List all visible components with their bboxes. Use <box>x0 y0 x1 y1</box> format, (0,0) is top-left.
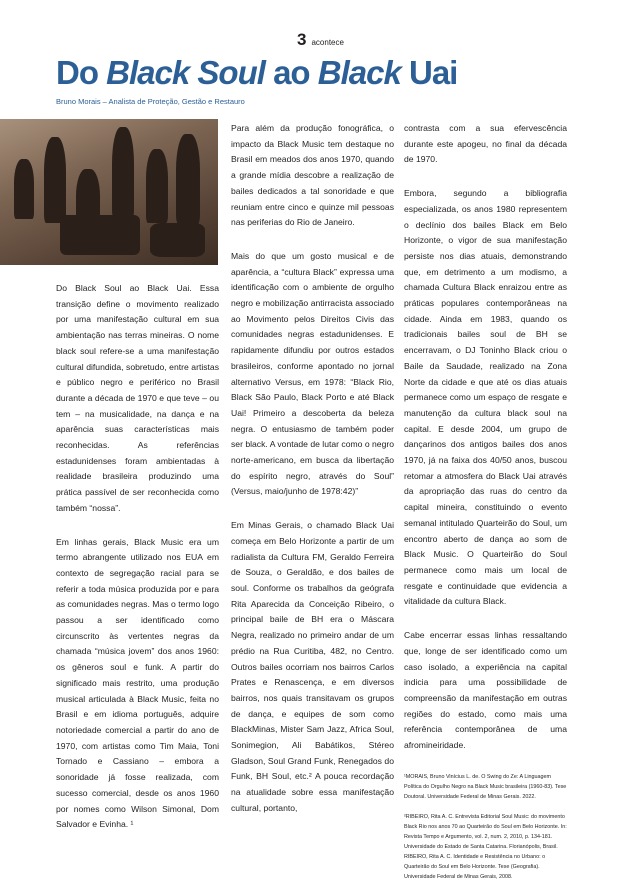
paragraph: Do Black Soul ao Black Uai. Essa transição define o movimento realizado por uma manifestação cultural em sua ambientação nas terras mineiras. O nome black soul refere-se a uma manifestação cultural difundida, sobretudo, entre artistas e público negro e periférico no Brasil durante a década de 1970 e que teve – ou tem – na musicalidade, na dança e na aparência suas características mais reconhecidas. As referências estadunidenses foram ambientadas à realidade brasileira produzindo uma prática passível de ser reconhecida como também “nossa”. <box>56 283 219 513</box>
title-part-italic: Black Soul <box>106 54 265 91</box>
footnote: ¹MORAIS, Bruno Vinícius L. de. O Swing do Ze: A Linguagem Política do Orgulho Negro na Black Music brasileira (1960-83). Tese Doutoral. Universidade Federal de Minas Gerais. 2022. <box>404 773 567 800</box>
band-photo <box>0 119 218 265</box>
page-number: 3 <box>297 30 307 49</box>
footnote: ²RIBEIRO, Rita A. C. Entrevista Editorial Soul Music: do movimento Black Rio nos anos 70 ao Quarteirão do Soul em Belo Horizonte. In: Revista Tempo e Argumento, vol. 2, num. 2, 2010, p. 134-181. Universidade do Estado de Santa Catarina. Florianópolis, Brasil. RIBEIRO, Rita A. C. Identidade e Resistência no Urbano: o Quarteirão do Soul em Belo Horizonte. Tese (Geografia). Universidade Federal de Minas Gerais, 2008. <box>404 813 567 880</box>
article-column-1 <box>56 281 219 851</box>
title-part-italic: Black <box>317 54 401 91</box>
paragraph: Para além da produção fonográfica, o impacto da Black Music tem destaque no Brasil em meados dos anos 1970, quando a grande mídia descobre a realização de bailes dedicados a tal sonoridade e que reuniam entre cinco e quinze mil pessoas nas periferias do Rio de Janeiro. <box>231 123 394 228</box>
paragraph: Em linhas gerais, Black Music era um termo abrangente utilizado nos EUA em contexto de segregação racial para se referir a toda música produzida por e para as comunidades negras. Mas o termo logo passou a ser identificado como circunscrito às vertentes negras da chamada “música jovem” dos anos 1960: os gêneros soul e funk. A partir do significado mais restrito, uma produção musical articulada à Black Music, feita no Brasil e em idioma português, adquire notoriedade comercial a partir do ano de 1970, com artistas como Tim Maia, Toni Tornado e Cassiano – embora a sonoridade já fosse realizada, com sucesso comercial, desde os anos 1960 por nomes como Wilson Simonal, Dom Salvador e Evinha. ¹ <box>56 536 219 830</box>
title-part: Do <box>56 54 107 91</box>
article-title <box>56 54 457 92</box>
title-part: ao <box>264 54 318 91</box>
paragraph: Mais do que um gosto musical e de aparência, a “cultura Black” expressa uma identificação com o ambiente de orgulho negro e mobilização antirracista associado ao Movimento pelos Direitos Civis das comunidades negras estadunidenses. E rapidamente difundiu por outros estados brasileiros, conforme apontado no jornal alternativo Versus, em 1978: “Black Rio, Black São Paulo, Black Porto e até Black Uai! Primeiro a descoberta da beleza negra. O entusiasmo de também poder ser black. A vontade de lutar como o negro norte-americano, em busca da libertação do espírito negro, através do Soul” (Versus, maio/junho de 1978:42)” <box>231 250 394 497</box>
paragraph: Cabe encerrar essas linhas ressaltando que, longe de ser identificado como um caso isolado, a experiência na capital indicia para uma possibilidade de compreensão da manifestação em outras regiões do estado, como mais uma referência contemporânea de uma afromineiridade. <box>404 630 567 751</box>
byline: Bruno Morais – Analista de Proteção, Gestão e Restauro <box>56 97 245 106</box>
title-part: Uai <box>400 54 458 91</box>
section-label: acontece <box>311 38 344 47</box>
article-column-3 <box>404 121 567 892</box>
paragraph: Embora, segundo a bibliografia especializada, os anos 1980 representem o declínio dos bailes Black em Belo Horizonte, o vigor de sua manifestação persiste nos dias atuais, demonstrando que, em detrimento a um modismo, a chamada Cultura Black enraizou entre as práticas populares contemporâneas na cidade. Ainda em 1983, quando os tradicionais bailes soul de BH se encerravam, o DJ Toninho Black criou o Baile da Saudade, realizado na Zona Norte da cidade e que até os dias atuais permanece como um espaço de resgate e manutenção da cultura black soul na capital. E desde 2004, um grupo de dançarinos dos antigos bailes dos anos 1970, já na faixa dos 40/50 anos, buscou retomar a atmosfera do Black Uai através da apropriação das ruas do centro da capital mineira, constituindo o evento semanal intitulado Quarteirão do Soul, um encontro aberto de dança ao som de Black Music. O Quarteirão do Soul permanece como mais um local de resgate e continuidade que evidencia a vitalidade da cultura Black. <box>404 188 567 607</box>
footnotes <box>404 772 567 882</box>
article-column-2 <box>231 121 394 835</box>
paragraph: Em Minas Gerais, o chamado Black Uai começa em Belo Horizonte a partir de um radialista da Cultura FM, Geraldo Ferreira de Souza, o Geraldão, e dos bailes de soul. Conforme os trabalhos da geógrafa Rita Aparecida da Conceição Ribeiro, o principal baile de BH era o Máscara Negra, realizado no primeiro andar de um prédio na Rua Curitiba, 482, no Centro. Outros bailes ocorriam nos bairros Carlos Prates e Renascença, e em diversos bairros, nos quais transitavam os grupos de dança, e equipes de som como BlackMinas, Mister Sam Jazz, Africa Soul, Sonimegion, Ali Babátikos, Stéreo Gladson, Soul Grand Funk, Renegados do Funk, BH Soul, etc.² A pouca recordação na atualidade sobre essa manifestação cultural, portanto, <box>231 520 394 813</box>
paragraph: contrasta com a sua efervescência durante este apogeu, no final da década de 1970. <box>404 123 567 165</box>
page-header <box>297 30 344 50</box>
